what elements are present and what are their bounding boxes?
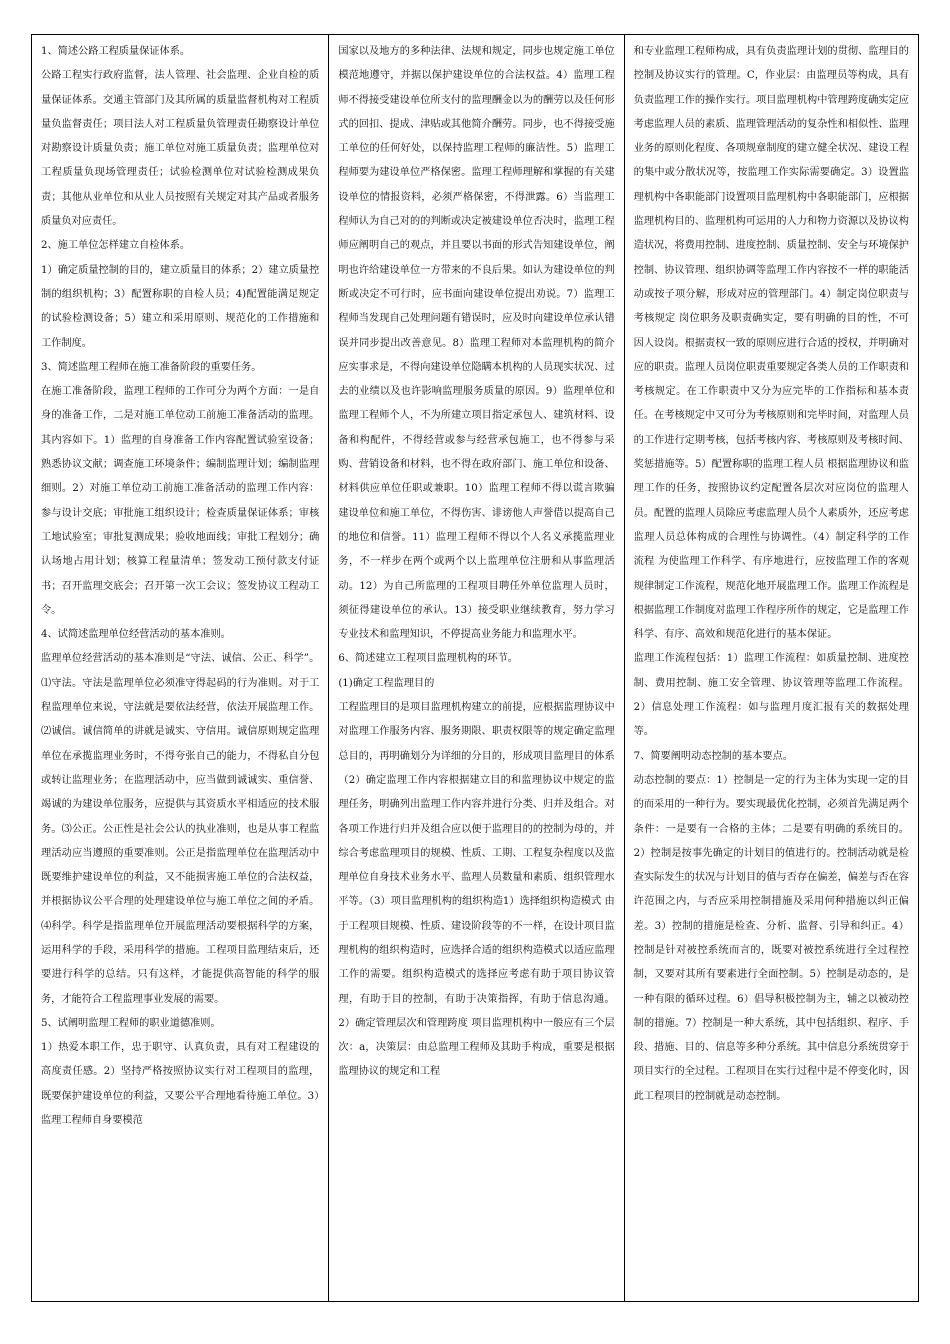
- section-4-body: 监理单位经营活动的基本准则是“守法、诚信、公正、科学”。⑴守法。守法是监理单位必须准守得起码的行为准则。对于工程监理单位来说，守法就是要依法经营，依法开展监理工作。⑵诚信。诚信简单的讲就是诚实、守信用。诚信原则规定监理单位在承揽监理业务时，不得夸张自己的能力，不得私自分包或转让监理业务；在监理活动中，应当做到诚诚实、重信誉、竭诚的为建设单位服务，应提供与其资质水平相适应的技术服务。⑶公正。公正性是社会公认的执业准则，也是从事工程监理活动应当遵照的重要准则。公正是指监理单位在监理活动中既要维护建设单位的利益，又不能损害施工单位的合法权益，并根据协议公平合理的处理建设单位与施工单位之间的矛盾。⑷科学。科学是指监理单位开展监理活动要根据科学的方案，运用科学的手段，采用科学的措施。工程项目监理结束后，还要进行科学的总结。只有这样，才能提供高智能的科学的服务，才能符合工程监理事业发展的需要。: [41, 653, 320, 1005]
- section-5-body-continued: 国家以及地方的多种法律、法规和规定，同步也规定施工单位模范地遵守，并据以保护建设单位的合法权益。4）监理工程师不得接受建设单位所支付的监理酬金以为的酬劳以及任何形式的回扣、提成、津贴或其他简介酬劳。同步，也不得接受施工单位的任何好处，以保持监理工程师的廉洁性。5）监理工程师要为建设单位严格保密。监理工程师理解和掌握的有关建设单位的情报资料，必须严格保密，不得泄露。6）当监理工程师认为自己对的的判断或决定被建设单位否决时，监理工程师应阐明自己的观点，并且要以书面的形式告知建设单位，阐明也许给建设单位一方带来的不良后果。如认为建设单位的判断或决定不可行时，应书面向建设单位提出劝说。7）监理工程师当发现自己处理问题有错误时，应及时向建设单位承认错误并同步提出改善意见。8）监理工程师对本监理机构的简介应实事求是，不得向建设单位隐瞒本机构的人员现实状况、过去的业绩以及也许影响监理服务质量的原因。9）监理单位和监理工程师个人，不为所建立项目指定承包人、建筑材料、设备和构配件，不得经营或参与经营承包施工，也不得参与采购、营销设备和材料，也不得在政府部门、施工单位和设备、材料供应单位任职或兼职。10）监理工程师不得以谎言欺骗建设单位和施工单位，不得伤害、诽谤他人声誉借以提高自己的地位和信誉。11）监理工程师不得以个人名义承揽监理业务，不一样步在两个或两个以上监理单位注册和从事监理活动。12）为自己所监理的工程项目聘任外单位监理人员时，须征得建设单位的承认。13）接受职业继续教育，努力学习专业技术和监理知识，不停提高业务能力和监理水平。: [338, 46, 615, 641]
- section-6-workflow-list: 监理工作流程包括：1）监理工作流程：如质量控制、进度控制、费用控制、施工安全管理、协议管理等监理工作流程。2）信息处理工作流程：如与监理月度汇报有关的数据处理等。: [633, 653, 909, 738]
- section-6-body: 工程监理目的是项目监理机构建立的前提，应根据监理协议中对监理工作服务内容、服务期限、职责权限等的规定确定监理总目的，再明确划分为详细的分目的，形成项目监理目的体系（2）确定监理工作内容根据建立目的和监理协议中规定的监理任务，明确列出监理工作内容并进行分类、归并及组合。对各项工作进行归并及组合应以便于监理目的的控制为母的，并综合考虑监理项目的规模、性质、工期、工程复杂程度以及监理单位自身技术业务水平、监理人员数量和素质、组织管理水平等。（3）项目监理机构的组织构造1）选择组织构造模式 由于工程项目规模、性质、建设阶段等的不一样，在设计项目监理机构的组织构造时，应选择合适的组织构造模式以适应监理工作的需要。组织构造模式的选择应考虑有助于项目协议管理，有助于目的控制，有助于决策指挥，有助于信息沟通。2）确定管理层次和管理跨度 项目监理机构中一般应有三个层次：a，决策层：由总监理工程师及其助手构成，重要是根据监理协议的规定和工程: [338, 702, 615, 1078]
- section-7-body: 动态控制的要点：1）控制是一定的行为主体为实现一定的目的而采用的一种行为。要实现最优化控制，必须首先满足两个条件：一是要有一合格的主体；二是要有明确的系统目的。2）控制是按事先确定的计划目的值进行的。控制活动就是检查实际发生的状况与计划目的值与否存在偏差，偏差与否在容许范围之内，与否应采用控制措施及采用何种措施以纠正偏差。3）控制的措施是检查、分析、监督、引导和纠正。4）控制是针对被控系统而言的，既要对被控系统进行全过程控制，又要对其所有要素进行全面控制。5）控制是动态的，是一种有限的循环过程。6）倡导积极控制为主，辅之以被动控制的措施。7）控制是一种大系统，其中包括组织、程序、手段、措施、目的、信息等多种分系统。其中信息分系统贯穿于项目实行的全过程。工程项目在实行过程中是不停变化时，因此工程项目的控制就是动态控制。: [633, 774, 909, 1102]
- section-6-subheading: (1)确定工程监理目的: [338, 677, 435, 689]
- section-5-body: 1）热爱本职工作，忠于职守、认真负责，具有对工程建设的高度责任感。2）坚持严格按照协议实行对工程项目的监理，既要保护建设单位的利益，又要公平合理地看待施工单位。3）监理工程师自身要模范: [41, 1042, 320, 1127]
- document-sheet: [31, 34, 919, 1302]
- text-column-3: [624, 35, 918, 1301]
- section-7-heading: 7、简要阐明动态控制的基本要点。: [633, 750, 793, 762]
- section-2-heading: 2、施工单位怎样建立自检体系。: [41, 240, 191, 252]
- section-5-heading: 5、试阐明监理工程师的职业道德准则。: [41, 1017, 221, 1029]
- text-column-2: [328, 35, 623, 1301]
- section-6-body-continued: 和专业监理工程师构成，具有负责监理计划的贯彻、监理目的控制及协议实行的管理。C，作业层：由监理员等构成，具有负责监理工作的操作实行。项目监理机构中管理跨度确实定应考虑监理人员的素质、监理管理活动的复杂性和相似性、监理业务的原则化程度、各项规章制度的建立健全状况、建设工程的集中或分散状况等，按监理工作实际需要确定。3）设置监理机构中各职能部门设置项目监理机构中各职能部门，应根据监理机构目的、监理机构可运用的人力和物力资源以及协议构造状况，将费用控制、进度控制、质量控制、安全与环境保护控制、协议管理、组织协调等监理工作内容按不一样的职能活动或按子项分解，形成对应的管理部门。4）制定岗位职责与考核规定 岗位职务及职责确实定，要有明确的目的性，不可因人设岗。根据责权一致的原则应进行合适的授权，并明确对应的职责。监理人员岗位职责重要规定各类人员的工作职责和考核规定。在工作职责中又分为应完毕的工作指标和基本责任。在考核规定中又可分为考核原则和完毕时间，对监理人员的工作进行定期考核，包括考核内容、考核原则及考核时间、奖惩措施等。5）配置称职的监理工程人员 根据监理协议和监理工作的任务，按照协议约定配置各层次对应岗位的监理人员。配置的监理人员除应考虑监理人员个人素质外，还应考虑监理人员总体构成的合理性与协调性。（4）制定科学的工作流程 为使监理工作科学、有序地进行，应按监理工作的客观规律制定工作流程，规范化地开展监理工作。监理工作流程是根据监理工作制度对监理工作程序所作的规定，它是监理工作科学、有序、高效和规范化进行的基本保证。: [633, 46, 909, 641]
- section-4-heading: 4、试简述监理单位经营活动的基本准则。: [41, 629, 231, 641]
- section-3-body: 在施工准备阶段，监理工程师的工作可分为两个方面：一是自身的准备工作，二是对施工单位动工前施工准备活动的监理。其内容如下。1）监理的自身准备工作内容配置试验室设备；熟悉协议文献；调查施工环境条件；编制监理计划；编制监理细则。2）对施工单位动工前施工准备活动的监理工作内容：参与设计交底；审批施工组织设计；检查质量保证体系；审核工地试验室；审批复测成果；验收地面线；审批工程划分；确认场地占用计划；核算工程量清单；签发动工预付款支付证书；召开监理交底会；召开第一次工会议；签发协议工程动工令。: [41, 386, 320, 616]
- section-6-heading: 6、简述建立工程项目监理机构的环节。: [338, 653, 518, 665]
- section-2-body: 1）确定质量控制的目的，建立质量目的体系；2）建立质量控制的组织机构；3）配置称职的自检人员；4)配置能满足规定的试验检测设备；5）建立和采用原则、规范化的工作措施和工作制度。: [41, 264, 320, 349]
- text-column-1: [32, 35, 328, 1301]
- section-1-heading: 1、简述公路工程质量保证体系。: [41, 46, 191, 57]
- section-3-heading: 3、简述监理工程师在施工准备阶段的重要任务。: [41, 361, 262, 373]
- section-1-body: 公路工程实行政府监督，法人管理、社会监理、企业自检的质量保证体系。交通主管部门及其所属的质量监督机构对工程质量负监督责任；项目法人对工程质量负管理责任勘察设计单位对勘察设计质量负责；施工单位对施工质量负责；监理单位对工程质量负现场管理责任；试验检测单位对试验检测成果负责；其他从业单位和从业人员按照有关规定对其产品或者服务质量负对应责任。: [41, 70, 320, 228]
